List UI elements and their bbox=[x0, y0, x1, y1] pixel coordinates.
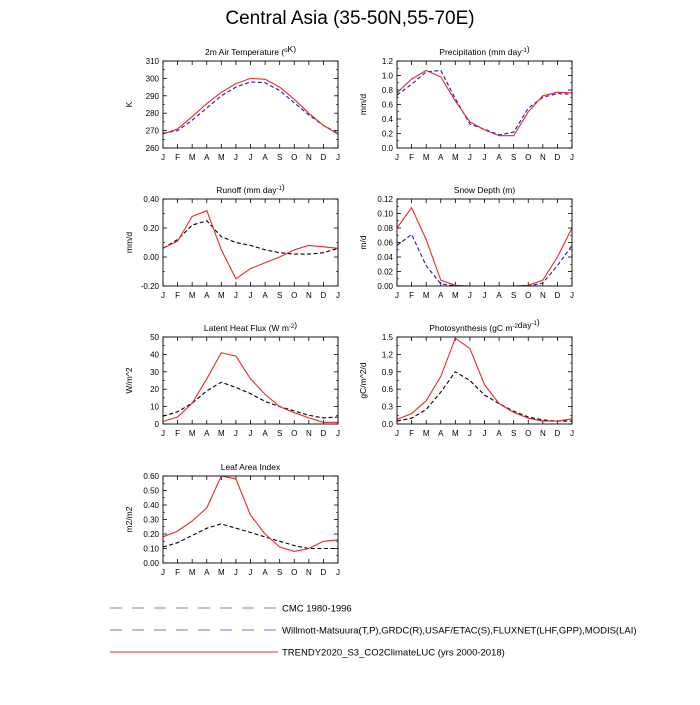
x-tick-label: J bbox=[161, 291, 165, 300]
y-tick-label: 40 bbox=[150, 350, 159, 360]
x-tick-label: N bbox=[305, 429, 312, 438]
chart-title-text: 2m Air Temperature ( bbox=[204, 47, 285, 57]
legend-label-3: TRENDY2020_S3_CO2ClimateLUC (yrs 2000-2018) bbox=[282, 647, 505, 659]
y-tick-label: 30 bbox=[150, 367, 159, 377]
x-tick-label: F bbox=[175, 429, 181, 438]
chart-title-text: Latent Heat Flux (W m bbox=[203, 323, 289, 333]
series-line-1 bbox=[163, 382, 338, 418]
chart-title bbox=[429, 317, 540, 333]
x-tick-label: M bbox=[217, 291, 225, 300]
x-tick-label: J bbox=[248, 568, 253, 577]
x-tick-label: F bbox=[175, 153, 181, 162]
series-line-1 bbox=[163, 221, 338, 254]
y-tick-label: 0.00 bbox=[143, 559, 159, 568]
x-tick-label: O bbox=[291, 568, 298, 577]
x-tick-label: J bbox=[161, 568, 165, 577]
x-tick-label: D bbox=[320, 291, 327, 300]
x-tick-label: A bbox=[438, 429, 444, 438]
y-tick-label: 1.5 bbox=[381, 333, 393, 342]
x-tick-label: S bbox=[510, 291, 517, 300]
y-tick-label: 0.06 bbox=[377, 238, 393, 248]
chart-title bbox=[205, 44, 296, 57]
chart-title bbox=[204, 320, 297, 333]
y-tick-label: 0.2 bbox=[381, 129, 393, 139]
y-tick-label: 0.08 bbox=[377, 224, 393, 233]
x-tick-label: J bbox=[336, 291, 340, 300]
x-tick-label: J bbox=[395, 153, 399, 162]
series-line-1 bbox=[397, 372, 572, 421]
series-line-2 bbox=[163, 78, 338, 134]
series-line-2 bbox=[397, 70, 572, 135]
x-tick-label: A bbox=[438, 153, 444, 162]
y-axis-label: m/d bbox=[358, 235, 368, 250]
x-tick-label: N bbox=[305, 291, 312, 300]
x-tick-label: D bbox=[554, 429, 561, 438]
x-tick-label: O bbox=[525, 291, 532, 300]
x-tick-label: J bbox=[248, 429, 253, 438]
x-tick-label: J bbox=[248, 291, 253, 300]
x-tick-label: M bbox=[422, 291, 430, 300]
x-tick-label: D bbox=[320, 568, 327, 577]
x-tick-label: M bbox=[451, 153, 459, 162]
x-tick-label: S bbox=[276, 291, 283, 300]
y-tick-label: 0.00 bbox=[143, 253, 159, 262]
y-tick-label: 0.0 bbox=[381, 144, 393, 153]
x-tick-label: A bbox=[262, 568, 268, 577]
x-tick-label: J bbox=[233, 568, 238, 577]
x-tick-label: J bbox=[467, 153, 472, 162]
x-tick-label: J bbox=[161, 153, 165, 162]
y-tick-label: 0.20 bbox=[143, 530, 159, 539]
x-tick-label: F bbox=[409, 429, 415, 438]
y-tick-label: 1.2 bbox=[381, 57, 393, 66]
legend-label-2: Willmott-Matsuura(T,P),GRDC(R),USAF/ETAC(S),FLUXNET(LHF,GPP),MODIS(LAI) bbox=[282, 625, 637, 637]
chart-title-tail: ) bbox=[294, 320, 298, 330]
x-tick-label: M bbox=[422, 429, 430, 438]
y-tick-label: 0.40 bbox=[143, 195, 159, 204]
panel-frame bbox=[397, 199, 572, 286]
y-tick-label: 270 bbox=[145, 126, 159, 136]
y-tick-label: 0.6 bbox=[381, 385, 393, 395]
x-tick-label: S bbox=[510, 429, 517, 438]
y-tick-label: 0.4 bbox=[381, 115, 393, 124]
x-tick-label: M bbox=[217, 429, 225, 438]
y-axis-label: m2/m2 bbox=[124, 506, 134, 533]
x-tick-label: A bbox=[496, 153, 502, 162]
x-tick-label: N bbox=[305, 153, 312, 162]
chart-panel-4 bbox=[358, 185, 574, 300]
series-line-1 bbox=[163, 82, 338, 133]
x-tick-label: N bbox=[539, 429, 546, 438]
x-tick-label: J bbox=[570, 153, 574, 162]
y-tick-label: 300 bbox=[145, 74, 159, 84]
chart-title-tail-2: ) bbox=[536, 317, 540, 327]
y-tick-label: 0.30 bbox=[143, 515, 159, 525]
x-tick-label: J bbox=[336, 568, 340, 577]
series-line-1 bbox=[397, 235, 572, 287]
chart-title-tail: K) bbox=[287, 44, 297, 54]
chart-title-text: Leaf Area Index bbox=[220, 462, 281, 472]
x-tick-label: J bbox=[395, 429, 399, 438]
y-tick-label: 0.02 bbox=[377, 267, 393, 277]
chart-title-superscript: -2 bbox=[288, 324, 295, 330]
x-tick-label: S bbox=[276, 153, 283, 162]
y-tick-label: 10 bbox=[150, 402, 159, 412]
y-tick-label: 0.00 bbox=[377, 282, 393, 291]
y-tick-label: 50 bbox=[150, 333, 159, 342]
x-tick-label: J bbox=[336, 153, 340, 162]
chart-title-tail: ) bbox=[526, 44, 530, 54]
y-axis-label: mm/d bbox=[358, 93, 368, 116]
x-tick-label: D bbox=[320, 429, 327, 438]
series-line-2 bbox=[397, 338, 572, 421]
x-tick-label: M bbox=[188, 291, 196, 300]
x-tick-label: J bbox=[248, 153, 253, 162]
chart-title-tail: ) bbox=[281, 182, 285, 192]
x-tick-label: D bbox=[554, 291, 561, 300]
chart-title-tail: day bbox=[517, 320, 532, 330]
x-tick-label: A bbox=[262, 153, 268, 162]
series-line-2 bbox=[163, 476, 338, 551]
y-tick-label: 1.0 bbox=[381, 71, 393, 81]
x-tick-label: J bbox=[233, 153, 238, 162]
x-tick-label: F bbox=[175, 568, 181, 577]
x-tick-label: O bbox=[291, 429, 298, 438]
x-tick-label: J bbox=[161, 429, 165, 438]
y-axis-label: K bbox=[124, 101, 134, 108]
chart-panel-2 bbox=[358, 44, 574, 162]
x-tick-label: J bbox=[336, 429, 340, 438]
y-tick-label: 310 bbox=[145, 57, 159, 66]
x-tick-label: J bbox=[570, 291, 574, 300]
chart-title-superscript: -1 bbox=[276, 186, 282, 192]
x-tick-label: O bbox=[525, 153, 532, 162]
y-axis-label: gC/m^2/d bbox=[358, 362, 368, 399]
x-tick-label: J bbox=[482, 291, 487, 300]
x-tick-label: J bbox=[395, 291, 399, 300]
chart-title bbox=[454, 185, 516, 195]
x-tick-label: F bbox=[409, 291, 415, 300]
x-tick-label: M bbox=[188, 568, 196, 577]
x-tick-label: J bbox=[467, 429, 472, 438]
x-tick-label: A bbox=[204, 291, 210, 300]
y-tick-label: 0.04 bbox=[377, 253, 393, 262]
series-line-1 bbox=[163, 524, 338, 549]
y-tick-label: 260 bbox=[145, 144, 159, 153]
chart-title-superscript: -2 bbox=[512, 324, 518, 330]
x-tick-label: A bbox=[204, 153, 210, 162]
x-tick-label: M bbox=[217, 568, 225, 577]
y-axis-label: W/m^2 bbox=[124, 367, 134, 394]
x-tick-label: F bbox=[175, 291, 181, 300]
x-tick-label: J bbox=[482, 153, 487, 162]
chart-panel-1 bbox=[124, 44, 340, 162]
x-tick-label: A bbox=[262, 291, 268, 300]
figure-title: Central Asia (35-50N,55-70E) bbox=[225, 8, 475, 29]
x-tick-label: M bbox=[188, 153, 196, 162]
y-tick-label: 0.12 bbox=[377, 195, 393, 204]
x-tick-label: J bbox=[467, 291, 472, 300]
y-tick-label: 0.40 bbox=[143, 501, 159, 510]
panel-frame bbox=[163, 199, 338, 286]
x-tick-label: J bbox=[233, 291, 238, 300]
chart-title-text: Runoff (mm day bbox=[216, 185, 277, 195]
x-tick-label: M bbox=[451, 291, 459, 300]
y-tick-label: 0.20 bbox=[143, 224, 159, 233]
x-tick-label: D bbox=[554, 153, 561, 162]
x-tick-label: O bbox=[291, 291, 298, 300]
panel-frame bbox=[163, 476, 338, 563]
y-tick-label: 0.10 bbox=[143, 544, 159, 554]
chart-panel-7 bbox=[124, 462, 340, 577]
x-tick-label: S bbox=[510, 153, 517, 162]
x-tick-label: S bbox=[276, 429, 283, 438]
y-tick-label: 0 bbox=[154, 420, 159, 429]
x-tick-label: O bbox=[525, 429, 532, 438]
x-tick-label: M bbox=[188, 429, 196, 438]
x-tick-label: J bbox=[482, 429, 487, 438]
series-line-2 bbox=[163, 211, 338, 279]
chart-title bbox=[216, 182, 285, 195]
chart-title-text: Photosynthesis (gC m bbox=[429, 323, 513, 333]
legend-label-1: CMC 1980-1996 bbox=[282, 603, 352, 615]
chart-title-text: Precipitation (mm day bbox=[439, 47, 522, 57]
x-tick-label: N bbox=[305, 568, 312, 577]
chart-title bbox=[439, 44, 530, 57]
y-tick-label: 280 bbox=[145, 109, 159, 119]
y-tick-label: 0.8 bbox=[381, 86, 393, 95]
series-line-1 bbox=[397, 70, 572, 134]
x-tick-label: S bbox=[276, 568, 283, 577]
x-tick-label: A bbox=[496, 291, 502, 300]
x-tick-label: F bbox=[409, 153, 415, 162]
x-tick-label: O bbox=[291, 153, 298, 162]
x-tick-label: J bbox=[570, 429, 574, 438]
chart-title-superscript: o bbox=[284, 48, 288, 54]
y-tick-label: 20 bbox=[150, 385, 159, 395]
x-tick-label: A bbox=[204, 429, 210, 438]
y-tick-label: 0.60 bbox=[143, 472, 159, 481]
x-tick-label: N bbox=[539, 153, 546, 162]
x-tick-label: M bbox=[422, 153, 430, 162]
y-tick-label: 0.9 bbox=[381, 367, 393, 377]
chart-panel-3 bbox=[124, 182, 340, 300]
chart-title-superscript: -1 bbox=[521, 48, 527, 54]
chart-title-text: Snow Depth (m) bbox=[453, 185, 516, 195]
x-tick-label: J bbox=[233, 429, 238, 438]
x-tick-label: D bbox=[320, 153, 327, 162]
y-axis-label: mm/d bbox=[124, 231, 134, 254]
y-tick-label: 0.0 bbox=[381, 420, 393, 429]
chart-title bbox=[221, 462, 281, 472]
series-line-2 bbox=[163, 353, 338, 423]
x-tick-label: A bbox=[438, 291, 444, 300]
y-tick-label: 1.2 bbox=[381, 350, 393, 360]
panel-frame bbox=[163, 337, 338, 424]
x-tick-label: N bbox=[539, 291, 546, 300]
x-tick-label: A bbox=[204, 568, 210, 577]
series-line-2 bbox=[397, 208, 572, 286]
y-tick-label: 0.50 bbox=[143, 486, 159, 496]
y-tick-label: 290 bbox=[145, 91, 159, 101]
chart-title-superscript-2: -1 bbox=[531, 321, 537, 327]
x-tick-label: M bbox=[217, 153, 225, 162]
y-tick-label: 0.6 bbox=[381, 100, 393, 110]
chart-panel-5 bbox=[124, 320, 340, 438]
x-tick-label: A bbox=[496, 429, 502, 438]
chart-panel-6 bbox=[358, 317, 574, 438]
y-tick-label: -0.20 bbox=[140, 282, 159, 291]
panel-frame bbox=[163, 61, 338, 148]
legend bbox=[110, 604, 637, 659]
y-tick-label: 0.10 bbox=[377, 209, 393, 219]
x-tick-label: M bbox=[451, 429, 459, 438]
x-tick-label: A bbox=[262, 429, 268, 438]
y-tick-label: 0.3 bbox=[381, 402, 393, 412]
